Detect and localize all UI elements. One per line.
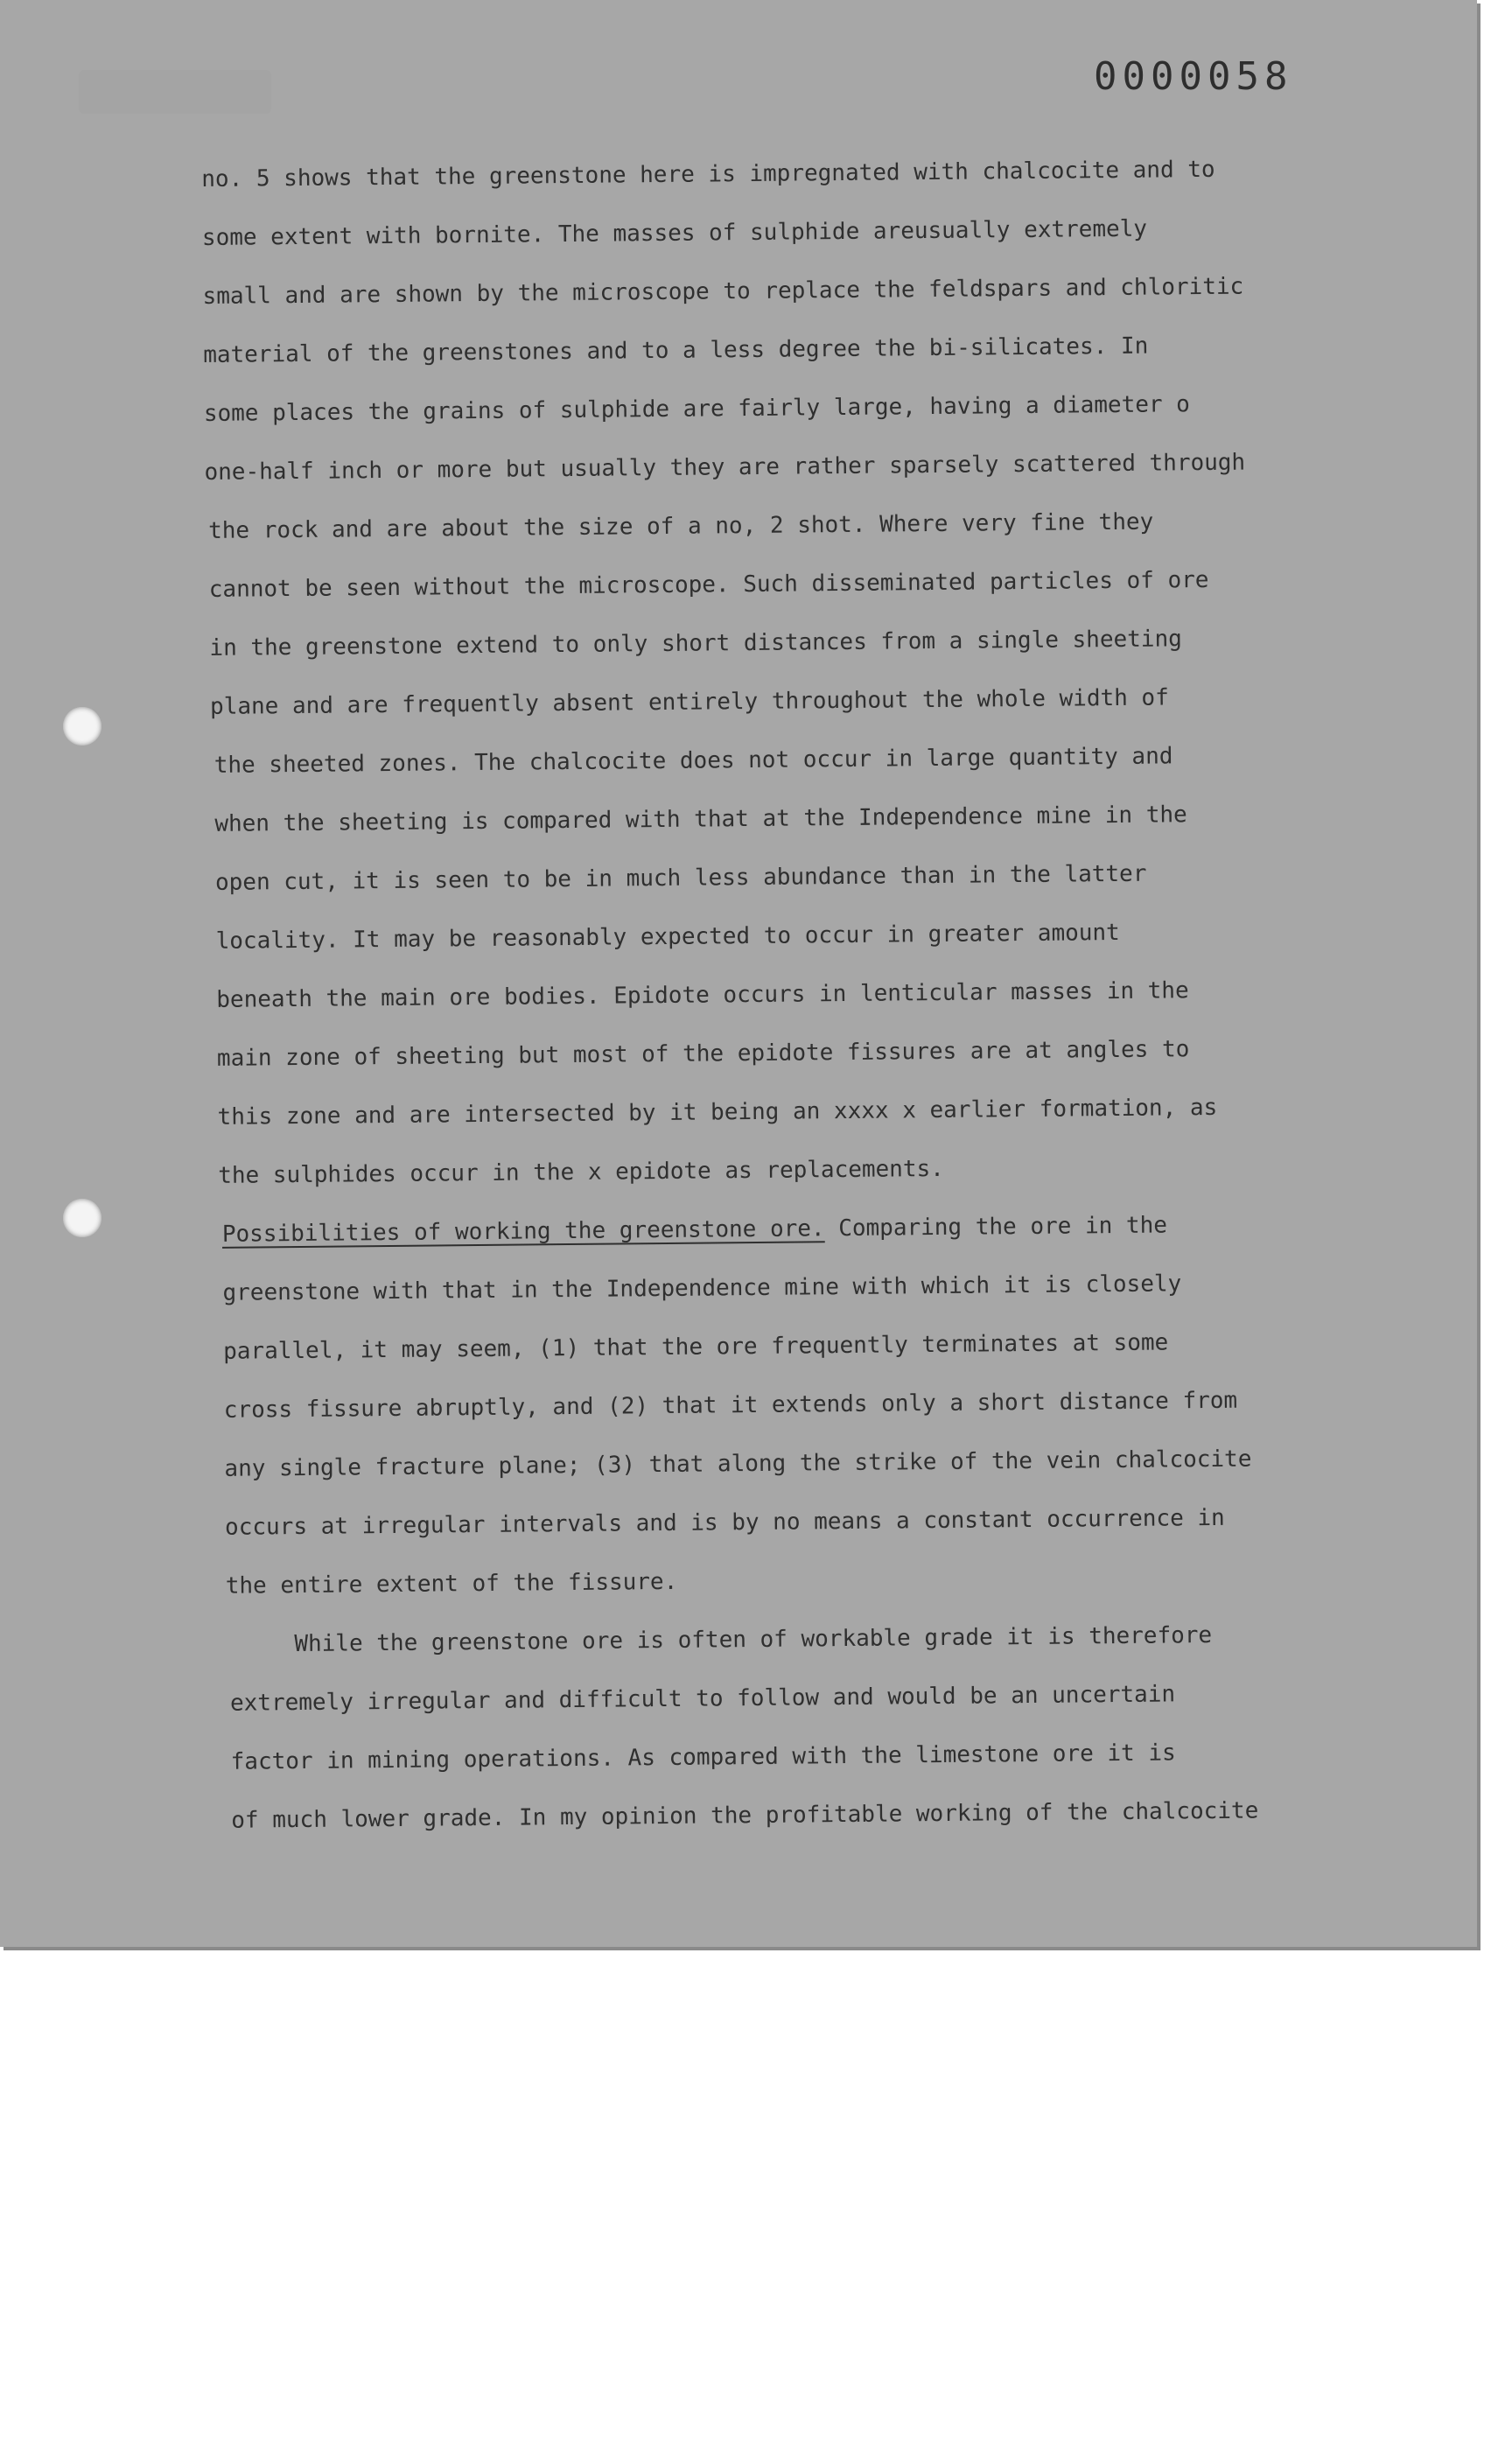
text-line: material of the greenstones and to a less degree the bi-silicates. In xyxy=(203,332,1149,368)
text-line: cross fissure abruptly, and (2) that it extends only a short distance from xyxy=(223,1387,1238,1424)
text-line: one-half inch or more but usually they are rather sparsely scattered through xyxy=(204,449,1246,486)
text-line: the rock and are about the size of a no, 2 shot. Where very fine they xyxy=(208,508,1154,544)
text-line: open cut, it is seen to be in much less abundance than in the latter xyxy=(214,860,1147,896)
text-line: this zone and are intersected by it being an xxxx x earlier formation, as xyxy=(217,1094,1218,1130)
section-heading-line xyxy=(212,1194,1376,1264)
text-line: the sulphides occur in the x epidote as replacements. xyxy=(218,1155,944,1189)
text-line: some places the grains of sulphide are fairly large, having a diameter o xyxy=(203,391,1191,427)
text-line: no. 5 shows that the greenstone here is impregnated with chalcocite and to xyxy=(201,156,1215,192)
text-line: cannot be seen without the microscope. Such disseminated particles of ore xyxy=(208,566,1209,603)
punch-hole-top xyxy=(63,707,102,746)
text-line: of much lower grade. In my opinion the profitable working of the chalcocite xyxy=(231,1797,1259,1834)
text-line: locality. It may be reasonably expected to occur in greater amount xyxy=(215,919,1120,955)
text-line: the entire extent of the fissure. xyxy=(225,1568,678,1600)
text-line: in the greenstone extend to only short distances from a single sheeting xyxy=(209,626,1182,662)
text-line: some extent with bornite. The masses of sulphide areusually extremely xyxy=(201,215,1148,251)
punch-hole-bottom xyxy=(63,1199,102,1237)
text-line: beneath the main ore bodies. Epidote occurs in lenticular masses in the xyxy=(216,977,1189,1013)
text-line: extremely irregular and difficult to follow and would be an uncertain xyxy=(229,1681,1176,1717)
page-number: 0000058 xyxy=(1094,54,1293,99)
paragraph-first-line: While the greenstone ore is often of workable grade it is therefore xyxy=(294,1621,1213,1658)
text-line: factor in mining operations. As compared with the limestone ore it is xyxy=(230,1740,1176,1775)
text-line: greenstone with that in the Independence mine with which it is closely xyxy=(222,1270,1182,1306)
text-line: parallel, it may seem, (1) that the ore frequently terminates at some xyxy=(223,1329,1169,1365)
text-line: plane and are frequently absent entirely throughout the whole width of xyxy=(209,684,1169,720)
text-line: occurs at irregular intervals and is by no means a constant occurrence in xyxy=(224,1504,1225,1541)
heading-continuation: Comparing the ore in the xyxy=(824,1212,1168,1242)
text-line: small and are shown by the microscope to replace the feldspars and chloritic xyxy=(202,273,1244,310)
faint-stamp-mark xyxy=(79,70,271,114)
typed-text-body xyxy=(201,139,1382,1851)
text-line: the sheeted zones. The chalcocite does not occur in large quantity and xyxy=(214,743,1173,779)
section-heading: Possibilities of working the greenstone ore. xyxy=(221,1215,825,1248)
text-line: main zone of sheeting but most of the epidote fissures are at angles to xyxy=(216,1036,1190,1072)
text-line: any single fracture plane; (3) that along the strike of the vein chalcocite xyxy=(224,1446,1252,1482)
text-line: when the sheeting is compared with that at the Independence mine in the xyxy=(214,802,1187,837)
